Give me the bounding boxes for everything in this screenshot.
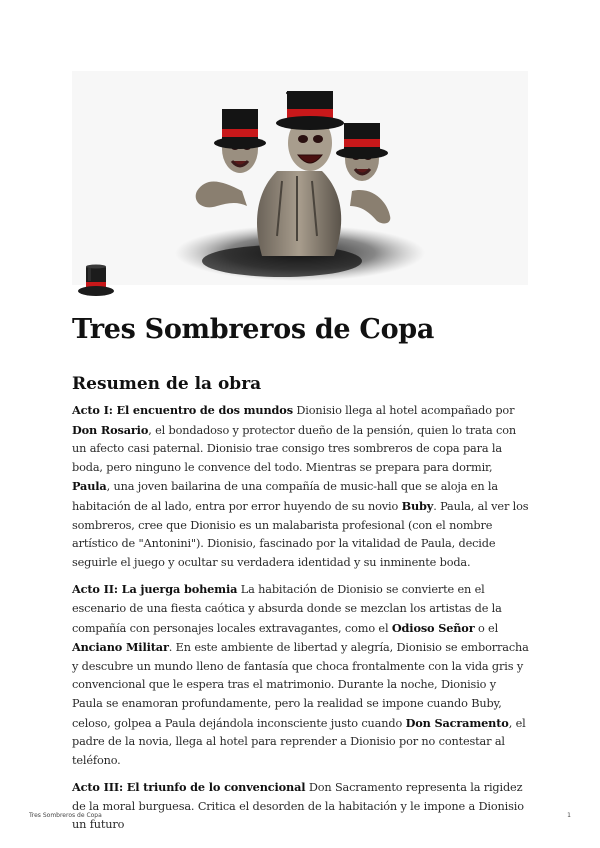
section-heading: Resumen de la obra — [72, 374, 262, 394]
character-don-rosario: Don Rosario — [72, 422, 149, 437]
act-3-paragraph: Acto III: El triunfo de lo convencional Don Sacramento representa la rigidez de la moral burguesa. Critica el desorden de la habitación y le impone a Dionisio un futuro — [72, 780, 524, 832]
character-paula: Paula — [72, 479, 107, 494]
act-1-label: Acto I: El encuentro de dos mundos — [72, 403, 293, 417]
act-3-label: Acto III: El triunfo de lo convencional — [72, 780, 306, 795]
character-don-sacramento: Don Sacramento — [405, 715, 509, 730]
top-hat-icon — [76, 262, 116, 302]
act-2-paragraph: Acto II: La juerga bohemia La habitación de Dionisio se convierte en el escenario de una fiesta caótica y absurda donde se mezclan los artistas de la compañía con personajes locales extravagantes, como el Odioso Señor o el Anciano Militar. En este ambiente de libertad y alegría, Dionisio se emborracha y descubre un mundo lleno de fantasía que choca frontalmente con la vida gris y convencional que le espera tras el matrimonio. Durante la noche, Dionisio y Paula se enamoran profundamente, pero la realidad se impone cuando Buby, celoso, golpea a Paula dejándola inconsciente justo cuando Don Sacramento, el padre de la novia, llega al hotel para reprender a Dionisio por no contestar al teléfono. — [72, 582, 529, 767]
character-buby: Buby — [401, 498, 434, 513]
character-odioso-senor: Odioso Señor — [391, 620, 475, 635]
footer-title: Tres Sombreros de Copa — [29, 812, 102, 819]
act-1-paragraph: Acto I: El encuentro de dos mundos Dionisio llega al hotel acompañado por Don Rosario, el bondadoso y protector dueño de la pensión, quien lo trata con un afecto casi paternal. Dionisio trae consigo tres sombreros de copa para la boda, pero ninguno le convence del todo. Mientras se prepara para dormir, Paula, una joven bailarina de una compañía de music-hall que se aloja en la habitación de al lado, entra por error huyendo de su novio Buby. Paula, al ver los sombreros, cree que Dionisio es un malabarista profesional (con el nombre artístico de "Antonini"). Dionisio, fascinado por la vitalidad de Paula, decide seguirle el juego y ocultar su verdadera identidad y su inminente boda. — [72, 403, 529, 569]
page-number: 1 — [567, 812, 571, 819]
cover-image — [72, 71, 528, 285]
summary-content — [72, 401, 530, 843]
character-anciano-militar: Anciano Militar — [72, 640, 169, 655]
page-title: Tres Sombreros de Copa — [72, 314, 435, 345]
act-2-label: Acto II: La juerga bohemia — [72, 582, 238, 597]
